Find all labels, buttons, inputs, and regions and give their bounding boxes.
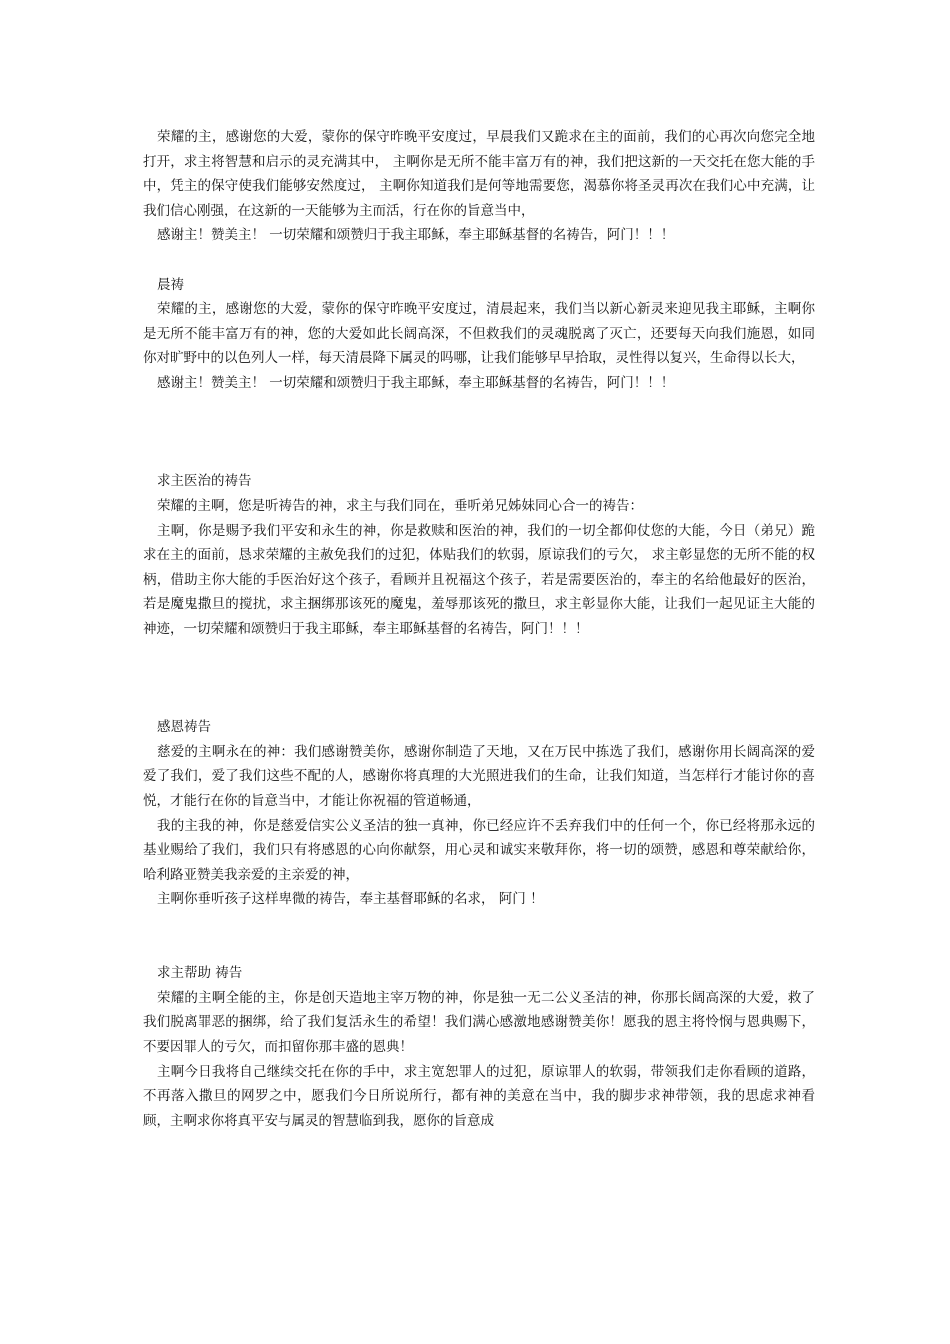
section-heading: 求主医治的祷告 — [157, 473, 252, 490]
paragraph: 荣耀的主啊，您是听祷告的神，求主与我们同在，垂听弟兄姊妹同心合一的祷告： — [157, 497, 643, 514]
paragraph: 荣耀的主，感谢您的大爱，蒙你的保守昨晚平安度过，清晨起来，我们当以新心新灵来迎见我主耶稣，主啊你是无所不能丰富万有的神，您的大爱如此长阔高深，不但救我们的灵魂脱离了灭亡，还要每天向我们施恩，如同你对旷野中的以色列人一样，每天清晨降下属灵的吗哪，让我们能够早早拾取，灵性得以复兴，生命得以长大， — [143, 301, 815, 367]
spacer — [143, 396, 815, 470]
paragraph: 主啊你垂听孩子这样卑微的祷告，奉主基督耶稣的名求， 阿门 ！ — [157, 891, 544, 908]
paragraph: 我的主我的神，你是慈爱信实公义圣洁的独一真神，你已经应许不丢弃我们中的任何一个，你已经将那永远的基业赐给了我们，我们只有将感恩的心向你献祭，用心灵和诚实来敬拜你，将一切的颂赞，感恩和尊荣献给你，哈利路亚赞美我亲爱的主亲爱的神， — [143, 817, 815, 883]
section-heading: 晨祷 — [157, 276, 184, 293]
paragraph: 主啊今日我将自己继续交托在你的手中，求主宽恕罪人的过犯，原谅罪人的软弱，带领我们走你看顾的道路，不再落入撒旦的网罗之中，愿我们今日所说所行，都有神的美意在当中，我的脚步求神带领，我的思虑求神看顾，主啊求你将真平安与属灵的智慧临到我，愿你的旨意成 — [143, 1063, 815, 1129]
spacer — [143, 912, 815, 961]
spacer — [143, 641, 815, 715]
paragraph: 主啊，你是赐予我们平安和永生的神，你是救赎和医治的神，我们的一切全都仰仗您的大能，今日（弟兄）跪求在主的面前，恳求荣耀的主赦免我们的过犯，体贴我们的软弱，原谅我们的亏欠， 求主彰显您的无所不能的权柄，借助主你大能的手医治好这个孩子，看顾并且祝福这个孩子，若是需要医治的，奉主的名给他最好的医治，若是魔鬼撒旦的搅扰，求主捆绑那该死的魔鬼，羞辱那该死的撒旦，求主彰显你大能，让我们一起见证主大能的神迹，一切荣耀和颂赞归于我主耶稣，奉主耶稣基督的名祷告，阿门！！！ — [143, 522, 815, 637]
paragraph: 荣耀的主，感谢您的大爱，蒙你的保守昨晚平安度过，早晨我们又跪求在主的面前，我们的心再次向您完全地打开，求主将智慧和启示的灵充满其中， 主啊你是无所不能丰富万有的神，我们把这新的一天交托在您大能的手中，凭主的保守使我们能够安然度过， 主啊你知道我们是何等地需要您，渴慕你将圣灵再次在我们心中充满，让我们信心刚强，在这新的一天能够为主而活，行在你的旨意当中， — [143, 129, 815, 219]
document-body — [143, 125, 815, 1133]
paragraph: 感谢主！赞美主！ 一切荣耀和颂赞归于我主耶稣，奉主耶稣基督的名祷告，阿门！！！ — [157, 227, 675, 244]
section-heading: 求主帮助 祷告 — [157, 965, 243, 982]
spacer — [143, 248, 815, 273]
section-heading: 感恩祷告 — [157, 719, 211, 736]
paragraph: 荣耀的主啊全能的主，你是创天造地主宰万物的神，你是独一无二公义圣洁的神，你那长阔高深的大爱，救了我们脱离罪恶的捆绑，给了我们复活永生的希望！我们满心感激地感谢赞美你！愿我的恩主将怜悯与恩典赐下，不要因罪人的亏欠，而扣留你那丰盛的恩典！ — [143, 989, 815, 1055]
paragraph: 慈爱的主啊永在的神：我们感谢赞美你，感谢你制造了天地，又在万民中拣选了我们，感谢你用长阔高深的爱爱了我们，爱了我们这些不配的人，感谢你将真理的大光照进我们的生命，让我们知道，当怎样行才能讨你的喜悦，才能行在你的旨意当中，才能让你祝福的管道畅通， — [143, 743, 815, 810]
paragraph: 感谢主！赞美主！ 一切荣耀和颂赞归于我主耶稣，奉主耶稣基督的名祷告，阿门！！！ — [157, 374, 675, 391]
